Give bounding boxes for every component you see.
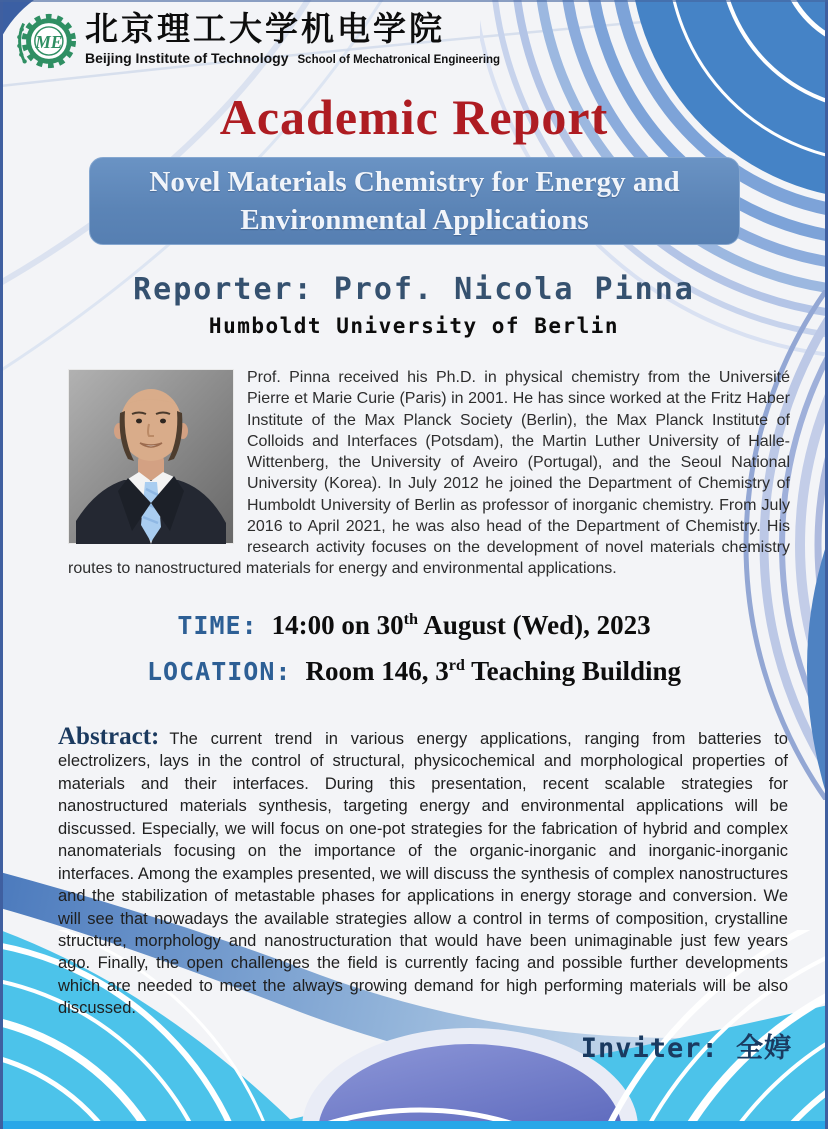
location-value-rest: Teaching Building bbox=[464, 656, 681, 686]
location-value: Room 146, 3 bbox=[305, 656, 449, 686]
school-name-chinese: 北京理工大学机电学院 bbox=[85, 10, 445, 47]
header-titles bbox=[85, 10, 500, 66]
time-ordinal-suffix: th bbox=[403, 610, 419, 628]
location-label: LOCATION: bbox=[146, 657, 292, 686]
report-title-line1: Novel Materials Chemistry for Energy and bbox=[149, 165, 680, 198]
school-logo-gear-icon bbox=[14, 10, 76, 72]
page-title: Academic Report bbox=[219, 89, 609, 145]
report-title-banner bbox=[89, 157, 740, 245]
location-ordinal-suffix: rd bbox=[448, 656, 465, 674]
university-name-english: Beijing Institute of Technology bbox=[85, 49, 289, 66]
abstract-text: The current trend in various energy applications, ranging from batteries to electrolizers, lays in the control of structural, physicochemical and morphological properties of materials and their interfaces. During this presentation, recent scalable strategies for nanostructured materials synthesis, targeting energy and environmental applications will be discussed. Especially, we will focus on one-pot strategies for the fabrication of hybrid and complex nanomaterials focusing on the importance of the organic-inorganic and inorganic-inorganic interfaces. Among the examples presented, we will discuss the synthesis of complex nanostructures and the stabilization of metastable phases for applications in energy storage and conversion. We will see that nowadays the available strategies allow a control in terms of composition, crystalline structure, morphology and nanostructuration that would have been unimaginable just few years ago. Finally, the open challenges the field is currently facing and possible further developments which are needed to meet the always growing demand for high performing materials will be also discussed. bbox=[58, 730, 788, 1018]
speaker-affiliation: Humboldt University of Berlin bbox=[208, 314, 620, 338]
abstract-section bbox=[58, 724, 788, 1020]
logo-monogram: ME bbox=[35, 31, 63, 52]
speaker-bio bbox=[68, 367, 790, 580]
speaker-portrait-photo bbox=[68, 369, 234, 544]
speaker-bio-text: Prof. Pinna received his Ph.D. in physical chemistry from the Université Pierre et Marie Curie (Paris) in 2001. He has since worked at the Fritz Haber Institute of the Max Planck Society (Berlin), the Max Planck Institute of Colloids and Interfaces (Potsdam), the Martin Luther University of Halle-Wittenberg, the University of Aveiro (Portugal), and the Seoul National University (Korea). In July 2012 he joined the Department of Chemistry of Humboldt University of Berlin as professor of inorganic chemistry. From July 2016 to April 2021, he was also head of the Department of Chemistry. His research activity focuses on the development of novel materials chemistry routes to nanostructured materials for energy and environmental applications. bbox=[68, 369, 790, 578]
schedule bbox=[0, 610, 828, 702]
abstract-label: Abstract: bbox=[58, 723, 160, 750]
inviter-line: Inviter: 全婷 bbox=[580, 1033, 792, 1064]
report-title-line2: Environmental Applications bbox=[240, 204, 589, 236]
time-value-rest: August (Wed), 2023 bbox=[418, 610, 651, 640]
header bbox=[14, 10, 500, 72]
reporter-line: Reporter: Prof. Nicola Pinna bbox=[133, 272, 695, 307]
location-row bbox=[0, 656, 828, 687]
time-label: TIME: bbox=[177, 611, 258, 640]
school-name-english: School of Mechatronical Engineering bbox=[297, 53, 501, 66]
time-value: 14:00 on 30 bbox=[271, 610, 404, 640]
time-row bbox=[0, 610, 828, 641]
